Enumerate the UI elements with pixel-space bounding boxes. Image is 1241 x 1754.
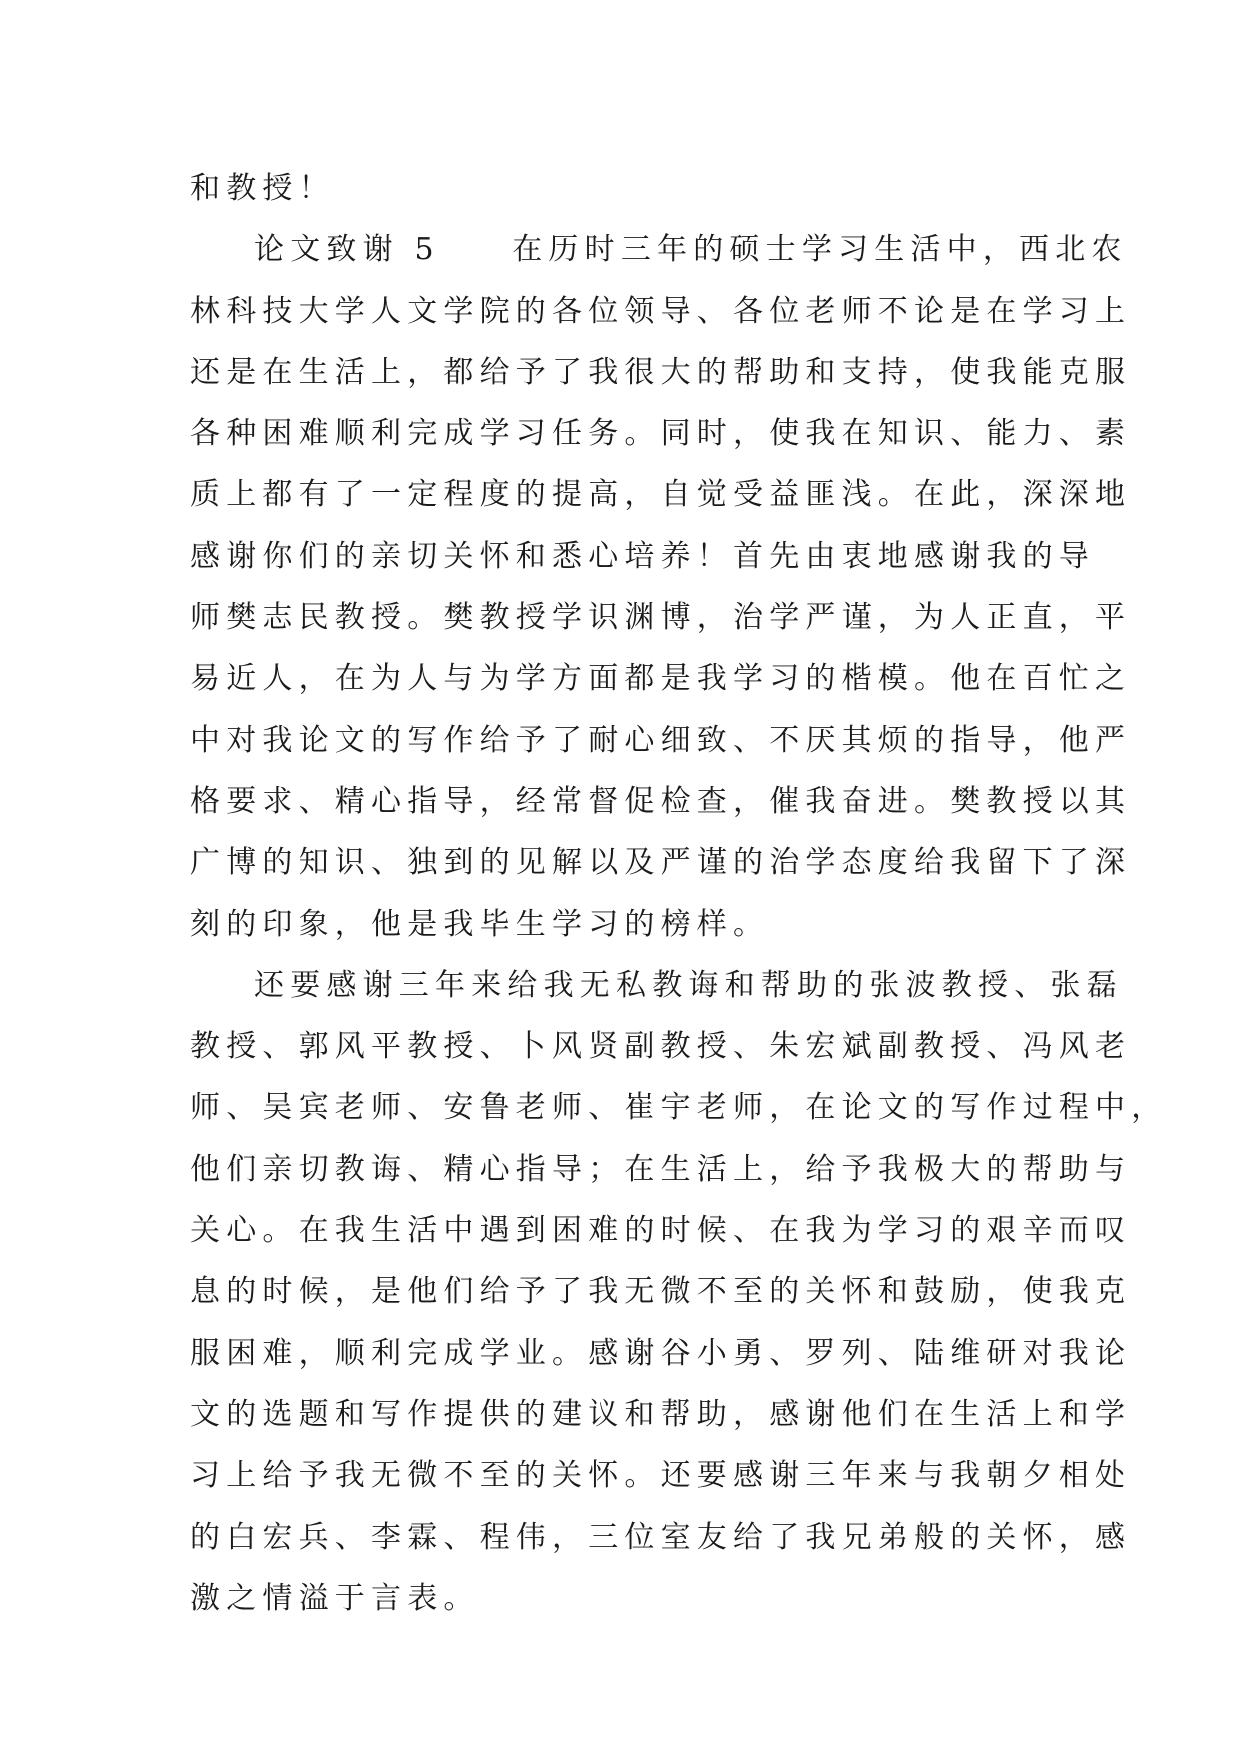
paragraph-start-line: 还要感谢三年来给我无私教诲和帮助的张波教授、张磊: [254, 967, 1123, 1003]
text-line: 关心。在我生活中遇到困难的时候、在我为学习的艰辛而叹: [190, 1213, 1132, 1249]
text-line: 文的选题和写作提供的建议和帮助，感谢他们在生活上和学: [190, 1396, 1132, 1432]
text-line: 的白宏兵、李霖、程伟，三位室友给了我兄弟般的关怀，感: [190, 1519, 1132, 1555]
text-line: 激之情溢于言表。: [190, 1580, 480, 1616]
paragraph-heading-line: 论文致谢 5 在历时三年的硕士学习生活中，西北农: [254, 232, 1128, 268]
text-line: 他们亲切教诲、精心指导；在生活上，给予我极大的帮助与: [190, 1151, 1132, 1187]
text-line: 服困难，顺利完成学业。感谢谷小勇、罗列、陆维研对我论: [190, 1335, 1132, 1371]
text-line: 习上给予我无微不至的关怀。还要感谢三年来与我朝夕相处: [190, 1458, 1132, 1494]
text-line: 师、吴宾老师、安鲁老师、崔宇老师，在论文的写作过程中，: [190, 1090, 1168, 1126]
text-line: 刻的印象，他是我毕生学习的榜样。: [190, 906, 770, 942]
text-line: 和教授！: [190, 171, 335, 206]
text-line: 林科技大学人文学院的各位领导、各位老师不论是在学习上: [190, 293, 1132, 329]
text-line: 各种困难顺利完成学习任务。同时，使我在知识、能力、素: [190, 416, 1132, 452]
text-line: 格要求、精心指导，经常督促检查，催我奋进。樊教授以其: [190, 783, 1132, 819]
text-line: 师樊志民教授。樊教授学识渊博，治学严谨，为人正直，平: [190, 600, 1132, 636]
body-text: [190, 158, 1168, 1629]
text-line: 中对我论文的写作给予了耐心细致、不厌其烦的指导，他严: [190, 722, 1132, 758]
text-line: 息的时候，是他们给予了我无微不至的关怀和鼓励，使我克: [190, 1274, 1132, 1310]
text-line: 易近人，在为人与为学方面都是我学习的楷模。他在百忙之: [190, 661, 1132, 697]
text-line: 还是在生活上，都给予了我很大的帮助和支持，使我能克服: [190, 354, 1132, 390]
text-line: 教授、郭风平教授、卜风贤副教授、朱宏斌副教授、冯风老: [190, 1029, 1132, 1065]
text-line: 质上都有了一定程度的提高，自觉受益匪浅。在此，深深地: [190, 477, 1132, 513]
text-line: 感谢你们的亲切关怀和悉心培养！首先由衷地感谢我的导: [190, 538, 1095, 574]
text-line: 广博的知识、独到的见解以及严谨的治学态度给我留下了深: [190, 845, 1132, 881]
